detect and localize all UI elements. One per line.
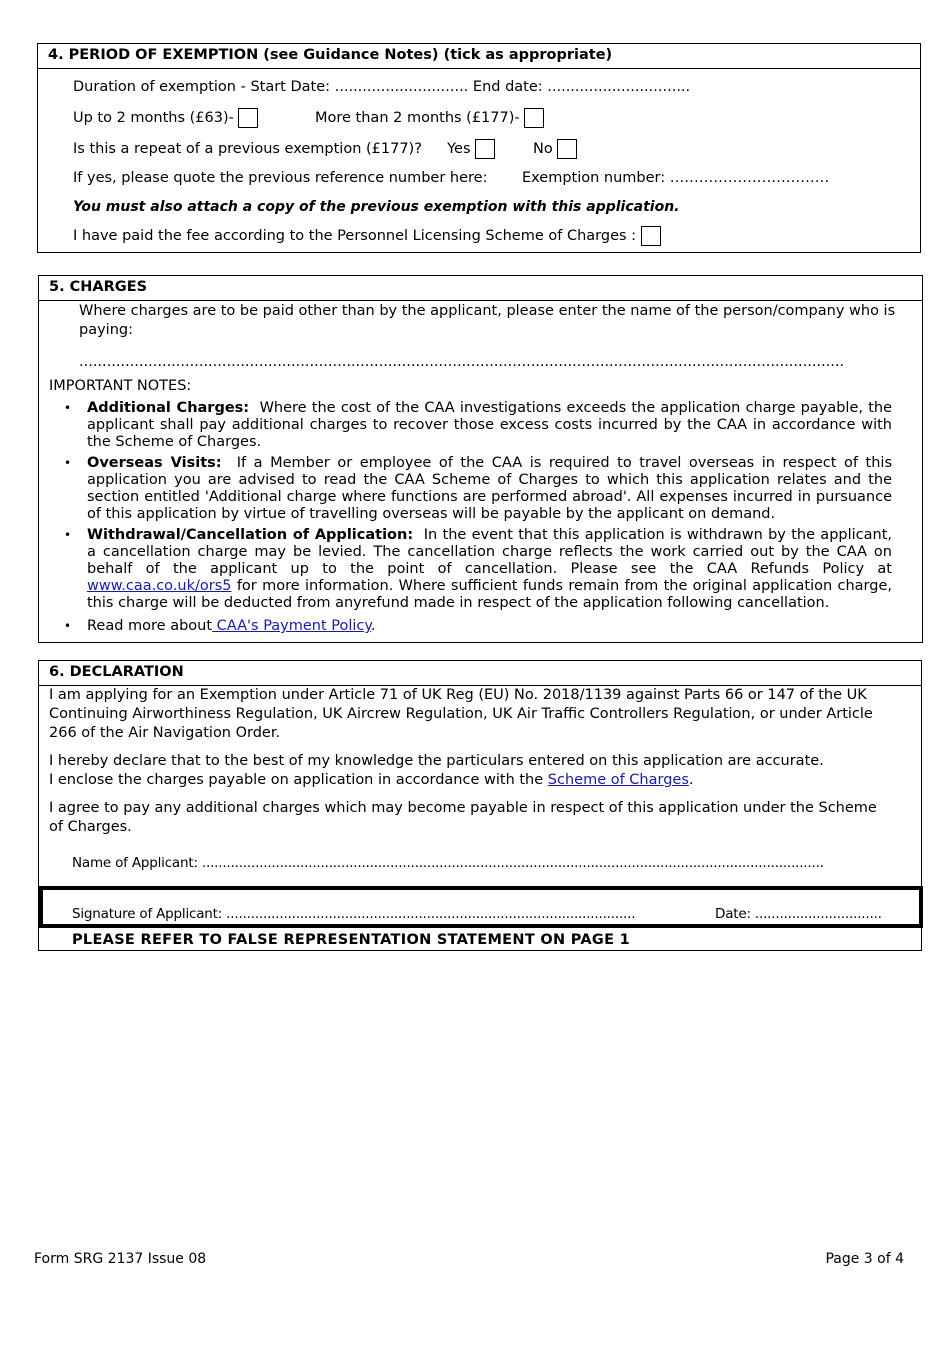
payer-prompt-line-1: Where charges are to be paid other than by the applicant, please enter the name of the person/company who is — [79, 303, 896, 319]
repeat-no-row — [533, 139, 577, 159]
withdrawal-text-2: for more information. Where sufficient funds remain from the original application charge, this charge will be deducted from anyrefund made in respect of the application following cancellation. — [87, 578, 893, 611]
read-more-period: . — [370, 618, 376, 634]
declaration-enclose-line — [49, 771, 881, 790]
section-5-heading: 5. CHARGES — [39, 276, 922, 301]
applicant-name-field[interactable]: Name of Applicant: ........................................................................................................................................................ — [72, 855, 824, 871]
section-period-of-exemption — [37, 43, 921, 253]
applicant-signature-field[interactable]: Signature of Applicant: .................................................................................................... — [72, 906, 636, 922]
payer-prompt-line-2: paying: — [79, 322, 133, 338]
declaration-paragraph-2 — [49, 752, 881, 790]
declaration-paragraph-1: I am applying for an Exemption under Article 71 of UK Reg (EU) No. 2018/1139 against Parts 66 or 147 of the UK Continuing Airworthiness Regulation, UK Aircrew Regulation, UK Air Traffic Controllers Regulation, or under Article 266 of the Air Navigation Order. — [49, 687, 873, 741]
fee-paid-checkbox[interactable] — [641, 226, 661, 246]
attach-copy-note: You must also attach a copy of the previous exemption with this application. — [73, 199, 680, 215]
withdrawal-title: Withdrawal/Cancellation of Application: — [87, 527, 414, 543]
important-notes-heading: IMPORTANT NOTES: — [49, 378, 192, 394]
footer-page-number: Page 3 of 4 — [825, 1251, 904, 1267]
false-representation-statement: PLEASE REFER TO FALSE REPRESENTATION STATEMENT ON PAGE 1 — [72, 932, 631, 948]
fee-paid-row — [73, 226, 661, 246]
repeat-question-label: Is this a repeat of a previous exemption (£177)? — [73, 141, 422, 157]
enclose-charges-text: I enclose the charges payable on application in accordance with the — [49, 772, 544, 788]
duration-line: Duration of exemption - Start Date: ............................. End date: ............................... — [73, 79, 691, 95]
repeat-question-row — [73, 139, 495, 159]
more-than-2-months-label: More than 2 months (£177)- — [315, 110, 520, 126]
repeat-no-label: No — [533, 141, 553, 157]
important-notes-list — [87, 400, 892, 639]
section-6-heading: 6. DECLARATION — [39, 661, 921, 686]
read-more-text: Read more about — [87, 618, 213, 634]
fee-paid-label: I have paid the fee according to the Personnel Licensing Scheme of Charges : — [73, 228, 637, 244]
withdrawal-text-1: In the event that this application is withdrawn by the applicant, a cancellation charge may be levied. The cancellation charge reflects the work carried out by the CAA on behalf of the applicant up to the point of cancellation. Please see the CAA Refunds Policy at — [87, 527, 892, 577]
note-withdrawal — [87, 527, 892, 612]
overseas-visits-title: Overseas Visits: — [87, 455, 222, 471]
enclose-period: . — [688, 772, 694, 788]
signature-date-field[interactable]: Date: ............................... — [715, 906, 882, 922]
up-to-2-months-checkbox[interactable] — [238, 108, 258, 128]
up-to-2-months-label: Up to 2 months (£63)- — [73, 110, 234, 126]
section-4-heading: 4. PERIOD OF EXEMPTION (see Guidance Notes) (tick as appropriate) — [38, 44, 920, 69]
exemption-number-field[interactable]: Exemption number: …………………………… — [522, 170, 830, 186]
note-read-more — [87, 618, 892, 635]
payer-name-field[interactable]: ...................................................................................................................................................................... — [79, 354, 845, 370]
additional-charges-text: Where the cost of the CAA investigations exceeds the application charge payable, the applicant shall pay additional charges to recover those excess costs incurred by the CAA in accordance with the Scheme of Charges. — [87, 400, 893, 450]
declaration-paragraph-3: I agree to pay any additional charges which may become payable in respect of this application under the Scheme of Charges. — [49, 800, 877, 835]
previous-reference-label: If yes, please quote the previous reference number here: — [73, 170, 488, 186]
declaration-accuracy-line: I hereby declare that to the best of my knowledge the particulars entered on this application are accurate. — [49, 753, 824, 769]
payment-policy-link[interactable]: CAA's Payment Policy — [212, 618, 371, 634]
overseas-visits-text: If a Member or employee of the CAA is required to travel overseas in respect of this application you are advised to read the CAA Scheme of Charges to which this application relates and the section entitled 'Additional charge where functions are performed abroad'. All expenses incurred in pursuance of this application by virtue of travelling overseas will be payable by the applicant on demand. — [87, 455, 893, 522]
more-than-2-months-checkbox[interactable] — [524, 108, 544, 128]
section-declaration — [38, 660, 922, 951]
signature-frame — [39, 886, 923, 928]
note-overseas-visits — [87, 455, 892, 523]
footer-form-id: Form SRG 2137 Issue 08 — [34, 1251, 207, 1267]
repeat-no-checkbox[interactable] — [557, 139, 577, 159]
additional-charges-title: Additional Charges: — [87, 400, 250, 416]
refunds-policy-link[interactable]: www.caa.co.uk/ors5 — [87, 578, 232, 594]
repeat-yes-label: Yes — [447, 141, 471, 157]
note-additional-charges — [87, 400, 892, 451]
duration-options-row — [73, 108, 258, 128]
scheme-of-charges-link[interactable]: Scheme of Charges — [547, 772, 689, 788]
section-charges — [38, 275, 923, 643]
repeat-yes-checkbox[interactable] — [475, 139, 495, 159]
more-than-2-months-row — [315, 108, 544, 128]
